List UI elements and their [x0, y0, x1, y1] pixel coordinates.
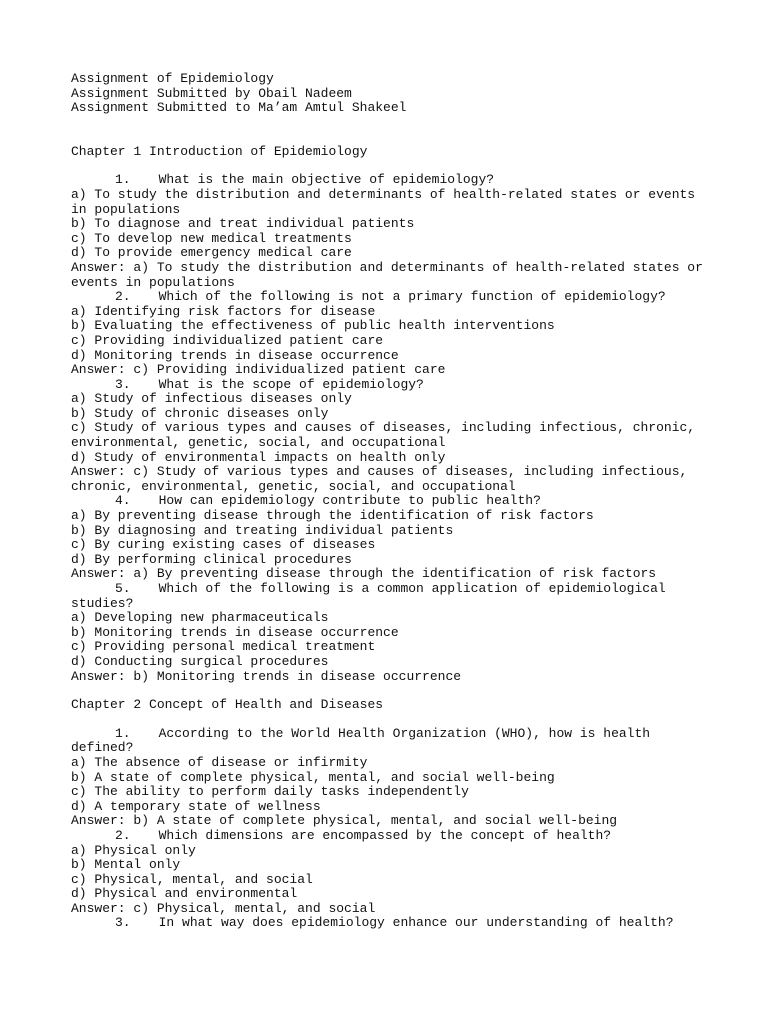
question-number: 2.: [115, 289, 131, 305]
question-line: [71, 290, 711, 305]
question-line: [71, 494, 711, 509]
option-d: d) Study of environmental impacts on health only: [71, 449, 446, 465]
answer-line: Answer: b) Monitoring trends in disease occurrence: [71, 668, 462, 684]
option-d: d) To provide emergency medical care: [71, 245, 352, 261]
option-b: b) By diagnosing and treating individual patients: [71, 522, 454, 538]
option-d: d) Monitoring trends in disease occurrence: [71, 347, 399, 363]
question-text: What is the scope of epidemiology?: [158, 376, 424, 392]
question-text: In what way does epidemiology enhance our understanding of health?: [158, 915, 674, 931]
answer-line: Answer: c) Physical, mental, and social: [71, 900, 376, 916]
question-text: Which of the following is not a primary function of epidemiology?: [158, 289, 666, 305]
question-block: [71, 829, 711, 917]
option-c: c) Physical, mental, and social: [71, 871, 313, 887]
option-a: a) Identifying risk factors for disease: [71, 303, 376, 319]
option-d: d) Physical and environmental: [71, 886, 298, 902]
answer-line: Answer: c) Study of various types and causes of diseases, including infectious, chronic, environmental, genetic, social, and occupational: [71, 464, 696, 494]
option-d: d) A temporary state of wellness: [71, 798, 321, 814]
option-b: b) Study of chronic diseases only: [71, 405, 329, 421]
answer-line: Answer: b) A state of complete physical, mental, and social well-being: [71, 813, 618, 829]
question-text: How can epidemiology contribute to public health?: [158, 493, 541, 509]
question-block: [71, 173, 711, 290]
option-b: b) To diagnose and treat individual patients: [71, 216, 415, 232]
question-number: 1.: [115, 725, 131, 741]
option-a: a) By preventing disease through the identification of risk factors: [71, 508, 594, 524]
question-block: [71, 916, 711, 931]
option-c: c) Providing individualized patient care: [71, 332, 384, 348]
question-block: [71, 378, 711, 495]
option-c: c) Study of various types and causes of diseases, including infectious, chronic, environmental, genetic, social, and occupational: [71, 420, 703, 451]
question-block: [71, 290, 711, 378]
question-line: [71, 727, 711, 756]
question-line: [71, 173, 711, 188]
assignment-title: Assignment of Epidemiology: [71, 71, 274, 86]
question-number: 3.: [115, 915, 131, 931]
question-line: [71, 829, 711, 844]
question-line: [71, 916, 711, 931]
option-b: b) A state of complete physical, mental, and social well-being: [71, 769, 555, 785]
question-block: [71, 727, 711, 829]
question-number: 5.: [115, 581, 131, 596]
option-d: d) Conducting surgical procedures: [71, 653, 329, 669]
option-a: a) The absence of disease or infirmity: [71, 754, 368, 770]
option-a: a) Study of infectious diseases only: [71, 391, 352, 407]
option-b: b) Monitoring trends in disease occurrence: [71, 624, 399, 640]
submitted-to: Assignment Submitted to Ma’am Amtul Shakeel: [71, 100, 407, 116]
question-line: [71, 582, 711, 611]
option-a: a) Developing new pharmaceuticals: [71, 610, 329, 626]
question-block: [71, 494, 711, 582]
option-d: d) By performing clinical procedures: [71, 551, 352, 567]
question-text: Which dimensions are encompassed by the concept of health?: [158, 827, 612, 843]
option-c: c) To develop new medical treatments: [71, 230, 352, 246]
question-text: Which of the following is a common application of epidemiological studies?: [71, 581, 674, 611]
answer-line: Answer: a) To study the distribution and determinants of health-related states or events in populations: [71, 259, 711, 290]
question-text: What is the main objective of epidemiology?: [158, 172, 495, 188]
question-line: [71, 378, 711, 393]
option-b: b) Mental only: [71, 857, 181, 873]
answer-line: Answer: c) Providing individualized patient care: [71, 362, 446, 378]
answer-line: Answer: a) By preventing disease through the identification of risk factors: [71, 566, 657, 582]
submitted-by: Assignment Submitted by Obail Nadeem: [71, 85, 352, 101]
option-a: a) To study the distribution and determinants of health-related states or events in populations: [71, 186, 703, 217]
document-page: [71, 72, 711, 931]
question-number: 3.: [115, 376, 131, 392]
option-c: c) The ability to perform daily tasks independently: [71, 784, 469, 800]
option-a: a) Physical only: [71, 842, 196, 858]
option-b: b) Evaluating the effectiveness of public health interventions: [71, 318, 555, 334]
question-text: According to the World Health Organization (WHO), how is health defined?: [71, 725, 658, 756]
chapter-2-heading: Chapter 2 Concept of Health and Diseases: [71, 697, 384, 713]
option-c: c) Providing personal medical treatment: [71, 639, 376, 655]
chapter-1-heading: Chapter 1 Introduction of Epidemiology: [71, 143, 368, 159]
question-block: [71, 582, 711, 684]
question-number: 1.: [115, 172, 131, 188]
option-c: c) By curing existing cases of diseases: [71, 537, 376, 553]
question-number: 4.: [115, 493, 131, 509]
question-number: 2.: [115, 827, 131, 843]
